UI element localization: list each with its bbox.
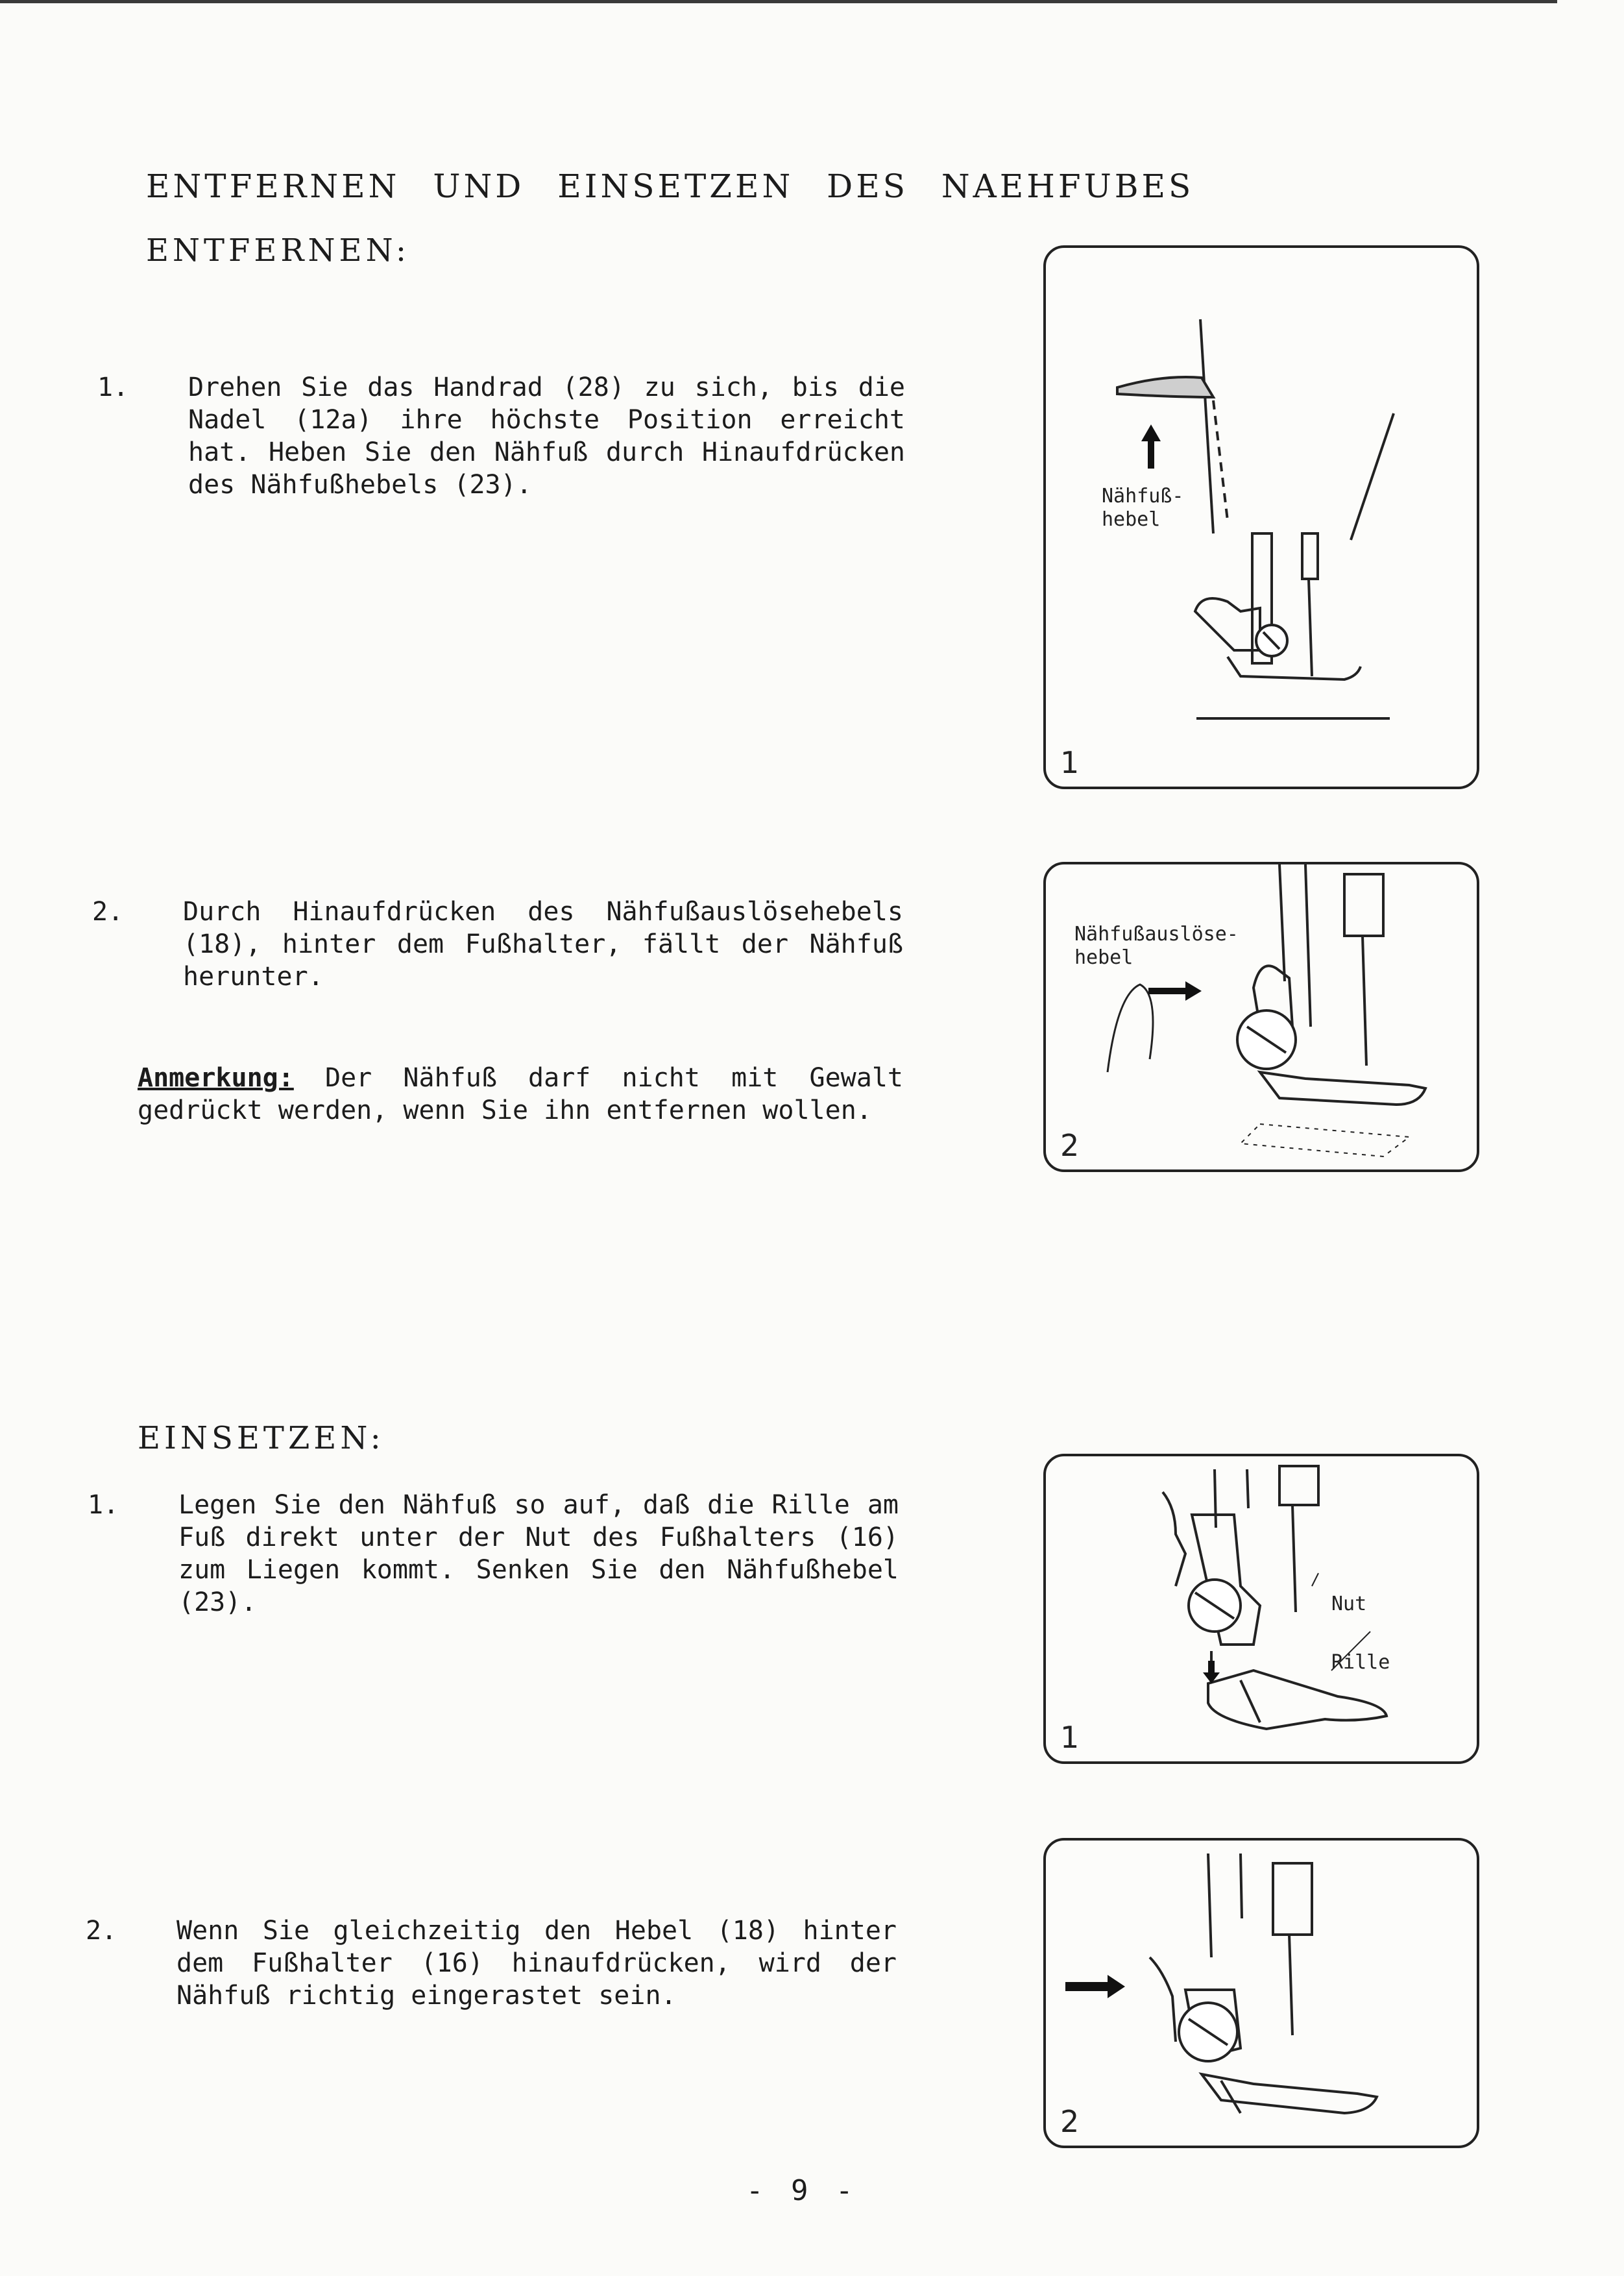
figure-insert-1 [1043,1454,1479,1764]
foot-alignment-illustration [1046,1456,1477,1761]
page-title: ENTFERNEN UND EINSETZEN DES NAEHFUBES [146,167,1194,205]
step-number: 1. [88,1490,119,1520]
figure-number: 1 [1060,1720,1080,1755]
note-text: Der Nähfuß darf nicht mit Gewalt gedrückt werden, wenn Sie ihn entfernen wollen. [138,1063,904,1125]
step-text: Wenn Sie gleichzeitig den Hebel (18) hinter dem Fußhalter (16) hinaufdrücken, wird der Nähfuß richtig eingerastet sein. [176,1916,897,2011]
step-text: Drehen Sie das Handrad (28) zu sich, bis die Nadel (12a) ihre höchste Position erreicht hat. Heben Sie den Nähfuß durch Hinaufdrücken des Nähfußhebels (23). [188,373,905,500]
step-number: 1. [97,373,129,402]
label-nut: Nut [1331,1593,1367,1615]
step-text: Durch Hinaufdrücken des Nähfußauslösehebels (18), hinter dem Fußhalter, fällt der Nähfuß herunter. [183,897,903,992]
insert-heading: EINSETZEN: [138,1420,385,1456]
figure-number: 2 [1060,2104,1080,2139]
step-text: Legen Sie den Nähfuß so auf, daß die Rille am Fuß direkt unter der Nut des Fußhalters (16) zum Liegen kommt. Senken Sie den Nähfußhebel (23). [178,1490,899,1617]
remove-heading: ENTFERNEN: [146,232,411,269]
figure-insert-2 [1043,1838,1479,2148]
insert-step-2 [86,1915,897,2012]
insert-step-1 [88,1489,899,1619]
page-number: - 9 - [746,2174,858,2207]
foot-engage-illustration [1046,1841,1477,2146]
figure-number: 1 [1060,745,1080,780]
remove-step-2 [92,896,903,993]
figure-number: 2 [1060,1128,1080,1163]
label-rille: Rille [1331,1651,1390,1674]
remove-step-1 [97,371,905,501]
top-rule [0,0,1557,3]
remove-note [138,1062,903,1127]
figure-label: Nähfuß- hebel [1102,485,1184,531]
step-number: 2. [92,897,124,927]
note-label: Anmerkung: [138,1063,294,1093]
figure-label: Nähfußauslöse- hebel [1074,923,1239,969]
step-number: 2. [86,1916,117,1946]
figure-remove-1 [1043,245,1479,789]
release-lever-illustration [1046,864,1477,1169]
figure-remove-2 [1043,862,1479,1172]
